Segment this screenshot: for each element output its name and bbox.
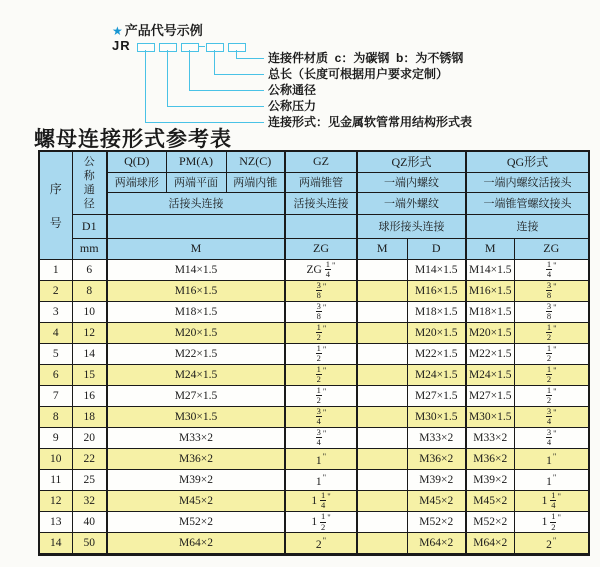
code-label-material: 连接件材质 c：为碳钢 b：为不锈钢 — [268, 51, 464, 65]
cell-m: M20×1.5 — [107, 322, 285, 343]
cell-qz_d: M22×1.5 — [407, 343, 466, 364]
cell-qz_d: M33×2 — [407, 427, 466, 448]
cell-qg_m: M27×1.5 — [466, 385, 514, 406]
table-header — [39, 151, 589, 259]
cell-qz_d: M20×1.5 — [407, 322, 466, 343]
cell-seq: 2 — [39, 280, 72, 301]
cell-zg: 1" — [285, 469, 357, 490]
cell-seq: 9 — [39, 427, 72, 448]
cell-m: M52×2 — [107, 511, 285, 532]
table-row — [39, 364, 589, 385]
cell-qg_zg: 2" — [514, 532, 589, 554]
header-ext-thread-qz: 一端外螺纹 — [357, 192, 466, 214]
cell-qz_d: M16×1.5 — [407, 280, 466, 301]
cell-m: M14×1.5 — [107, 259, 285, 280]
connector-line — [214, 50, 215, 74]
header-form-gz: GZ — [285, 151, 357, 172]
header-form-nz: NZ(C) — [226, 151, 285, 172]
header-d1: D1 — [72, 214, 107, 238]
cell-seq: 12 — [39, 490, 72, 511]
cell-qg_zg: $\frac{1}{2}$ " — [514, 322, 589, 343]
cell-qg_zg: $\frac{1}{4}$ " — [514, 259, 589, 280]
table-row — [39, 490, 589, 511]
cell-zg: 2" — [285, 532, 357, 554]
cell-m: M64×2 — [107, 532, 285, 554]
cell-qg_zg: 1" — [514, 448, 589, 469]
cell-m: M30×1.5 — [107, 406, 285, 427]
cell-m: M45×2 — [107, 490, 285, 511]
cell-qg_zg: $\frac{3}{4}$ " — [514, 427, 589, 448]
header-form-qg: QG形式 — [466, 151, 589, 172]
cell-qz_m — [357, 301, 407, 322]
cell-qz_m — [357, 469, 407, 490]
cell-m: M16×1.5 — [107, 280, 285, 301]
cell-m: M18×1.5 — [107, 301, 285, 322]
cell-qg_m: M33×2 — [466, 427, 514, 448]
code-prefix: JR — [112, 38, 131, 53]
header-desc-gz: 两端锥管 — [285, 172, 357, 192]
cell-qg_m: M45×2 — [466, 490, 514, 511]
cell-qg_zg: $\frac{3}{8}$ " — [514, 280, 589, 301]
cell-m: M24×1.5 — [107, 364, 285, 385]
cell-zg: ZG $\frac{1}{4}$ " — [285, 259, 357, 280]
cell-qz_m — [357, 364, 407, 385]
cell-qg_zg: $\frac{1}{2}$ " — [514, 343, 589, 364]
cell-dn: 15 — [72, 364, 107, 385]
cell-m: M33×2 — [107, 427, 285, 448]
cell-qz_m — [357, 490, 407, 511]
header-form-qd: Q(D) — [107, 151, 166, 172]
cell-qg_m: M16×1.5 — [466, 280, 514, 301]
cell-qg_zg: 1" — [514, 469, 589, 490]
cell-m: M36×2 — [107, 448, 285, 469]
connector-line — [145, 50, 146, 122]
cell-seq: 6 — [39, 364, 72, 385]
cell-seq: 13 — [39, 511, 72, 532]
cell-dn: 50 — [72, 532, 107, 554]
header-seq: 序 号 — [39, 151, 72, 259]
cell-zg: $\frac{1}{2}$ " — [285, 343, 357, 364]
connector-line — [189, 90, 264, 91]
cell-qg_m: M30×1.5 — [466, 406, 514, 427]
cell-dn: 8 — [72, 280, 107, 301]
table-row — [39, 259, 589, 280]
connector-line — [236, 58, 264, 59]
connector-line — [189, 50, 190, 90]
cell-zg: 1" — [285, 448, 357, 469]
cell-qg_m: M64×2 — [466, 532, 514, 554]
cell-zg: $\frac{1}{2}$ " — [285, 364, 357, 385]
connector-line — [167, 106, 264, 107]
header-taper-thread-qg: 一端锥管螺纹接头 — [466, 192, 589, 214]
table-row — [39, 427, 589, 448]
cell-qz_d: M30×1.5 — [407, 406, 466, 427]
cell-zg: 1 $\frac{1}{4}$ " — [285, 490, 357, 511]
connector-line — [214, 74, 264, 75]
cell-qg_m: M39×2 — [466, 469, 514, 490]
table-row — [39, 406, 589, 427]
cell-qg_m: M14×1.5 — [466, 259, 514, 280]
cell-qg_zg: $\frac{1}{2}$ " — [514, 385, 589, 406]
star-icon: ★ — [112, 24, 123, 38]
cell-dn: 40 — [72, 511, 107, 532]
header-union-gz: 活接头连接 — [285, 192, 357, 214]
header-mm: mm — [72, 238, 107, 259]
cell-seq: 3 — [39, 301, 72, 322]
diagram-title-text: 产品代号示例 — [124, 23, 203, 38]
code-label-pressure: 公称压力 — [268, 99, 317, 113]
cell-qg_zg: $\frac{1}{2}$ " — [514, 364, 589, 385]
cell-seq: 8 — [39, 406, 72, 427]
table-title: 螺母连接形式参考表 — [34, 127, 232, 151]
cell-qz_m — [357, 427, 407, 448]
cell-qz_m — [357, 322, 407, 343]
header-blank-left — [107, 214, 285, 238]
cell-seq: 7 — [39, 385, 72, 406]
nut-connection-table — [38, 150, 590, 556]
cell-zg: $\frac{3}{4}$ " — [285, 406, 357, 427]
cell-dn: 14 — [72, 343, 107, 364]
cell-seq: 10 — [39, 448, 72, 469]
cell-qg_m: M18×1.5 — [466, 301, 514, 322]
cell-dn: 32 — [72, 490, 107, 511]
header-desc-qz: 一端内螺纹 — [357, 172, 466, 192]
cell-seq: 1 — [39, 259, 72, 280]
cell-seq: 14 — [39, 532, 72, 554]
cell-seq: 11 — [39, 469, 72, 490]
cell-m: M22×1.5 — [107, 343, 285, 364]
header-union-left: 活接头连接 — [107, 192, 285, 214]
code-label-connection: 连接形式：见金属软管常用结构形式表 — [268, 115, 473, 129]
cell-qz_m — [357, 448, 407, 469]
table-row — [39, 532, 589, 554]
table-row — [39, 469, 589, 490]
diagram-title — [112, 20, 203, 39]
connector-line — [167, 50, 168, 106]
cell-dn: 16 — [72, 385, 107, 406]
cell-zg: $\frac{3}{8}$ " — [285, 280, 357, 301]
cell-dn: 12 — [72, 322, 107, 343]
header-connect-qg: 连接 — [466, 214, 589, 238]
cell-qz_d: M14×1.5 — [407, 259, 466, 280]
header-ball-joint-qz: 球形接头连接 — [357, 214, 466, 238]
table-row — [39, 322, 589, 343]
header-unit-m: M — [107, 238, 285, 259]
code-box — [137, 43, 155, 52]
cell-qg_zg: $\frac{3}{8}$ " — [514, 301, 589, 322]
header-form-pm: PM(A) — [166, 151, 226, 172]
cell-qg_m: M52×2 — [466, 511, 514, 532]
cell-qz_d: M39×2 — [407, 469, 466, 490]
table-row — [39, 343, 589, 364]
cell-qz_d: M52×2 — [407, 511, 466, 532]
cell-zg: 1 $\frac{1}{2}$ " — [285, 511, 357, 532]
cell-zg: $\frac{1}{2}$ " — [285, 385, 357, 406]
table-body — [39, 259, 589, 554]
cell-dn: 18 — [72, 406, 107, 427]
code-box — [206, 43, 224, 52]
table-row — [39, 385, 589, 406]
cell-qz_d: M64×2 — [407, 532, 466, 554]
cell-qz_m — [357, 532, 407, 554]
cell-zg: $\frac{3}{8}$ " — [285, 301, 357, 322]
cell-dn: 20 — [72, 427, 107, 448]
cell-qz_d: M27×1.5 — [407, 385, 466, 406]
cell-qz_m — [357, 259, 407, 280]
cell-seq: 4 — [39, 322, 72, 343]
header-blank-gz — [285, 214, 357, 238]
header-desc-qd: 两端球形 — [107, 172, 166, 192]
code-box — [228, 43, 246, 52]
cell-qg_m: M24×1.5 — [466, 364, 514, 385]
cell-qz_d: M36×2 — [407, 448, 466, 469]
cell-dn: 25 — [72, 469, 107, 490]
cell-qg_zg: 1 $\frac{1}{2}$ " — [514, 511, 589, 532]
cell-qg_m: M20×1.5 — [466, 322, 514, 343]
header-form-qz: QZ形式 — [357, 151, 466, 172]
table-row — [39, 448, 589, 469]
cell-qz_m — [357, 406, 407, 427]
cell-qz_d: M18×1.5 — [407, 301, 466, 322]
header-desc-nz: 两端内锥 — [226, 172, 285, 192]
cell-dn: 6 — [72, 259, 107, 280]
cell-dn: 22 — [72, 448, 107, 469]
header-desc-qg: 一端内螺纹活接头 — [466, 172, 589, 192]
cell-qz_d: M45×2 — [407, 490, 466, 511]
cell-zg: $\frac{3}{4}$ " — [285, 427, 357, 448]
code-label-diameter: 公称通径 — [268, 83, 317, 97]
cell-qz_m — [357, 511, 407, 532]
header-unit-qg-m: M — [466, 238, 514, 259]
cell-qg_zg: $\frac{3}{4}$ " — [514, 406, 589, 427]
cell-qg_zg: 1 $\frac{1}{4}$ " — [514, 490, 589, 511]
cell-qz_m — [357, 385, 407, 406]
code-box — [159, 43, 177, 52]
cell-dn: 10 — [72, 301, 107, 322]
header-unit-qg-zg: ZG — [514, 238, 589, 259]
code-box — [181, 43, 199, 52]
header-unit-zg: ZG — [285, 238, 357, 259]
table-row — [39, 301, 589, 322]
connector-line — [236, 50, 237, 58]
table-row — [39, 280, 589, 301]
cell-qg_m: M36×2 — [466, 448, 514, 469]
header-desc-pm: 两端平面 — [166, 172, 226, 192]
cell-m: M27×1.5 — [107, 385, 285, 406]
code-label-length: 总长（长度可根据用户要求定制） — [268, 67, 449, 81]
header-dn: 公 称 通 径 — [72, 151, 107, 214]
cell-qz_d: M24×1.5 — [407, 364, 466, 385]
cell-qz_m — [357, 280, 407, 301]
header-unit-qz-m: M — [357, 238, 407, 259]
cell-seq: 5 — [39, 343, 72, 364]
code-dash — [199, 46, 205, 47]
table-row — [39, 511, 589, 532]
cell-qg_m: M22×1.5 — [466, 343, 514, 364]
cell-qz_m — [357, 343, 407, 364]
cell-m: M39×2 — [107, 469, 285, 490]
cell-zg: $\frac{1}{2}$ " — [285, 322, 357, 343]
header-unit-qz-d: D — [407, 238, 466, 259]
